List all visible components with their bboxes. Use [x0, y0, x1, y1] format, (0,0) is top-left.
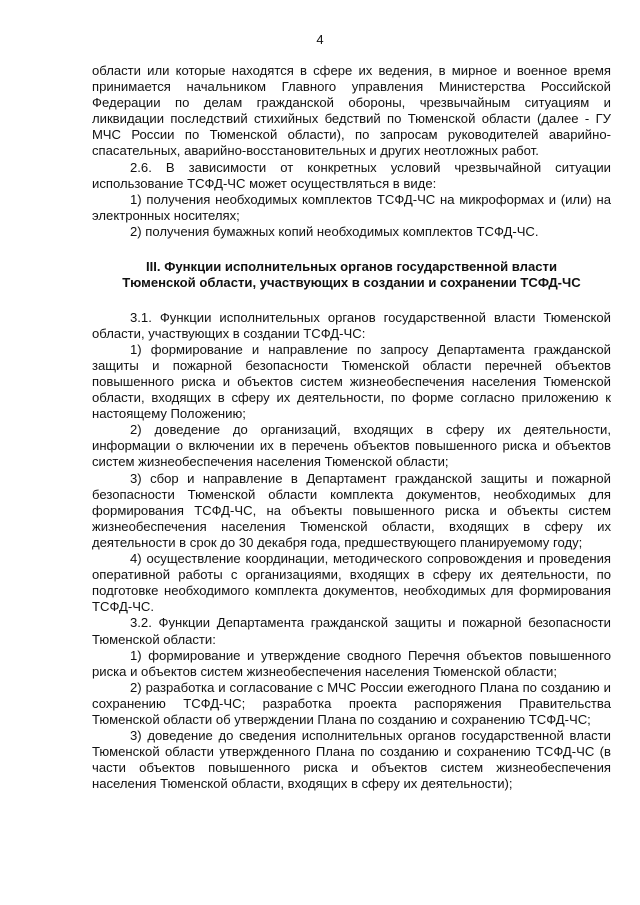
list-item: 2) доведение до организаций, входящих в сферу их деятельности, информации о включении их в перечень объектов повышенного риска и объектов систем жизнеобеспечения населения Тюменской области; — [92, 422, 611, 470]
page-number: 4 — [316, 32, 324, 47]
list-item: 1) формирование и утверждение сводного Перечня объектов повышенного риска и объектов систем жизнеобеспечения населения Тюменской области; — [92, 647, 611, 679]
section-heading-line-1: III. Функции исполнительных органов государственной власти — [146, 259, 557, 275]
section-heading-line-2: Тюменской области, участвующих в создании и сохранении ТСФД-ЧС — [122, 275, 581, 291]
paragraph: области или которые находятся в сфере их ведения, в мирное и военное время принимается начальником Главного управления Министерства Российской Федерации по делам гражданской обороны, чрезвычайным ситуациям и ликвидации последствий стихийных бедствий по Тюменской области (далее - ГУ МЧС России по Тюменской области), по запросам руководителей аварийно-спасательных, аварийно-восстановительных и других неотложных работ. — [92, 63, 611, 159]
paragraph-3-2: 3.2. Функции Департамента гражданской защиты и пожарной безопасности Тюменской области: — [92, 615, 611, 647]
list-item: 4) осуществление координации, методического сопровождения и проведения оперативной работы с организациями, входящих в сферу их деятельности, по подготовке необходимого комплекта документов, необходимых для формирования ТСФД-ЧС. — [92, 551, 611, 615]
paragraph-2-6: 2.6. В зависимости от конкретных условий чрезвычайной ситуации использование ТСФД-ЧС может осуществляться в виде: — [92, 159, 611, 191]
list-item: 2) разработка и согласование с МЧС России ежегодного Плана по созданию и сохранению ТСФД-ЧС; разработка проекта распоряжения Правительства Тюменской области об утверждении Плана по созданию и сохранению ТСФД-ЧС; — [92, 679, 611, 727]
list-item: 1) формирование и направление по запросу Департамента гражданской защиты и пожарной безопасности Тюменской области перечней объектов повышенного риска и объектов систем жизнеобеспечения населения Тюменской области, входящих в сферу их деятельности, по форме согласно приложению к настоящему Положению; — [92, 341, 611, 422]
section-heading — [92, 259, 611, 292]
list-item: 3) доведение до сведения исполнительных органов государственной власти Тюменской области утвержденного Плана по созданию и сохранению ТСФД-ЧС (в части объектов повышенного риска и объектов систем жизнеобеспечения населения Тюменской области, входящих в сферу их деятельности); — [92, 728, 611, 792]
list-item: 3) сбор и направление в Департамент гражданской защиты и пожарной безопасности Тюменской области комплекта документов, необходимых для формирования ТСФД-ЧС, на объекты повышенного риска и объекты систем жизнеобеспечения населения Тюменской области, входящих в сферу их деятельности в срок до 30 декабря года, предшествующего планируемому году; — [92, 470, 611, 550]
paragraph-3-1: 3.1. Функции исполнительных органов государственной власти Тюменской области, участвующих в создании ТСФД-ЧС: — [92, 309, 611, 341]
list-item: 1) получения необходимых комплектов ТСФД-ЧС на микроформах и (или) на электронных носителях; — [92, 191, 611, 223]
document-body — [92, 63, 611, 792]
list-item: 2) получения бумажных копий необходимых комплектов ТСФД-ЧС. — [130, 223, 539, 239]
